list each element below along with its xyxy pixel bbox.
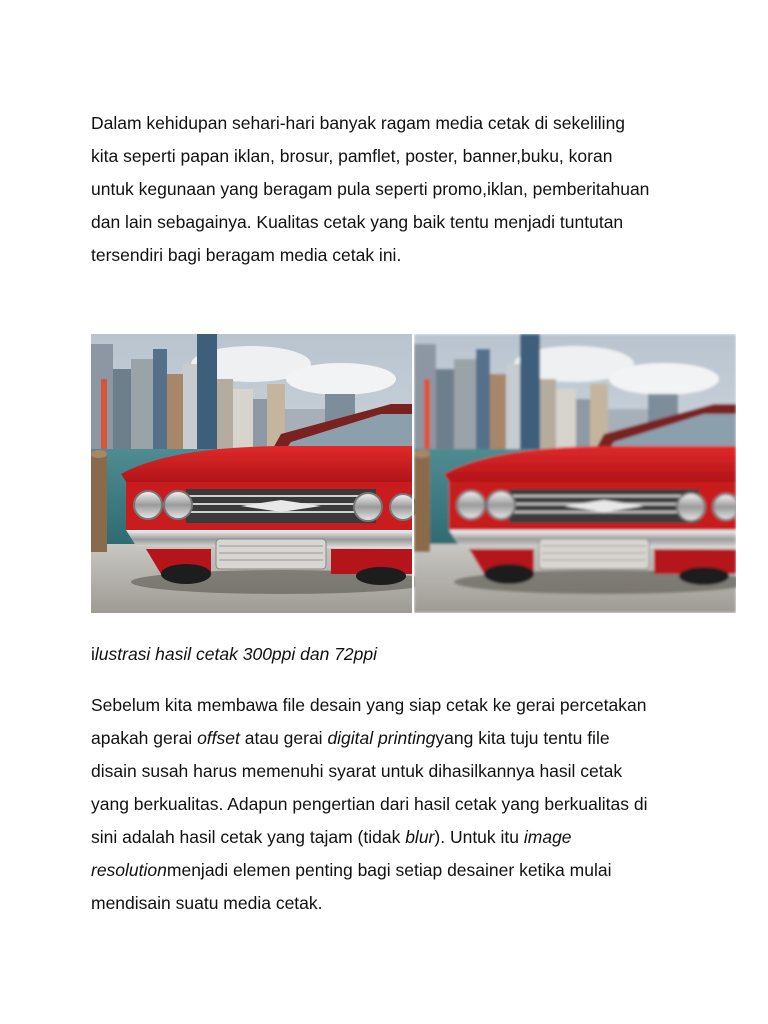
car-image-72ppi bbox=[414, 334, 736, 613]
paragraph-line: mendisain suatu media cetak. bbox=[91, 893, 323, 913]
comparison-figure bbox=[91, 334, 736, 613]
paragraph-line: disain susah harus memenuhi syarat untuk dihasilkannya hasil cetak bbox=[91, 761, 623, 781]
image-divider bbox=[412, 334, 414, 613]
body-paragraph bbox=[91, 689, 691, 920]
paragraph-line: yang berkualitas. Adapun pengertian dari hasil cetak yang berkualitas di bbox=[91, 794, 648, 814]
emphasis-resolution: resolution bbox=[91, 860, 167, 880]
paragraph-line bbox=[91, 722, 691, 755]
figure-caption bbox=[91, 638, 377, 671]
paragraph-line: Dalam kehidupan sehari-hari banyak ragam media cetak di sekeliling bbox=[91, 113, 626, 133]
paragraph-line: untuk kegunaan yang beragam pula seperti promo,iklan, pemberitahuan bbox=[91, 179, 650, 199]
text-run: atau gerai bbox=[239, 728, 328, 748]
intro-paragraph bbox=[91, 107, 691, 272]
caption-first-letter: i bbox=[91, 644, 95, 664]
emphasis-blur: blur bbox=[405, 827, 435, 847]
text-run: yang kita tuju tentu file bbox=[435, 728, 610, 748]
emphasis-image: image bbox=[523, 827, 572, 847]
text-run: menjadi elemen penting bagi setiap desainer ketika mulai bbox=[166, 860, 612, 880]
paragraph-line: dan lain sebagainya. Kualitas cetak yang baik tentu menjadi tuntutan bbox=[91, 212, 624, 232]
text-run: sini adalah hasil cetak yang tajam (tidak bbox=[91, 827, 406, 847]
emphasis-digital-printing: digital printing bbox=[327, 728, 436, 748]
caption-text: lustrasi hasil cetak 300ppi dan 72ppi bbox=[94, 644, 378, 664]
paragraph-line: kita seperti papan iklan, brosur, pamflet, poster, banner,buku, koran bbox=[91, 146, 613, 166]
emphasis-offset: offset bbox=[197, 728, 240, 748]
car-image-300ppi bbox=[91, 334, 431, 613]
paragraph-line: tersendiri bagi beragam media cetak ini. bbox=[91, 245, 402, 265]
paragraph-line: Sebelum kita membawa file desain yang siap cetak ke gerai percetakan bbox=[91, 695, 647, 715]
text-run: ). Untuk itu bbox=[434, 827, 524, 847]
paragraph-line bbox=[91, 821, 691, 854]
paragraph-line bbox=[91, 854, 691, 887]
text-run: apakah gerai bbox=[91, 728, 198, 748]
